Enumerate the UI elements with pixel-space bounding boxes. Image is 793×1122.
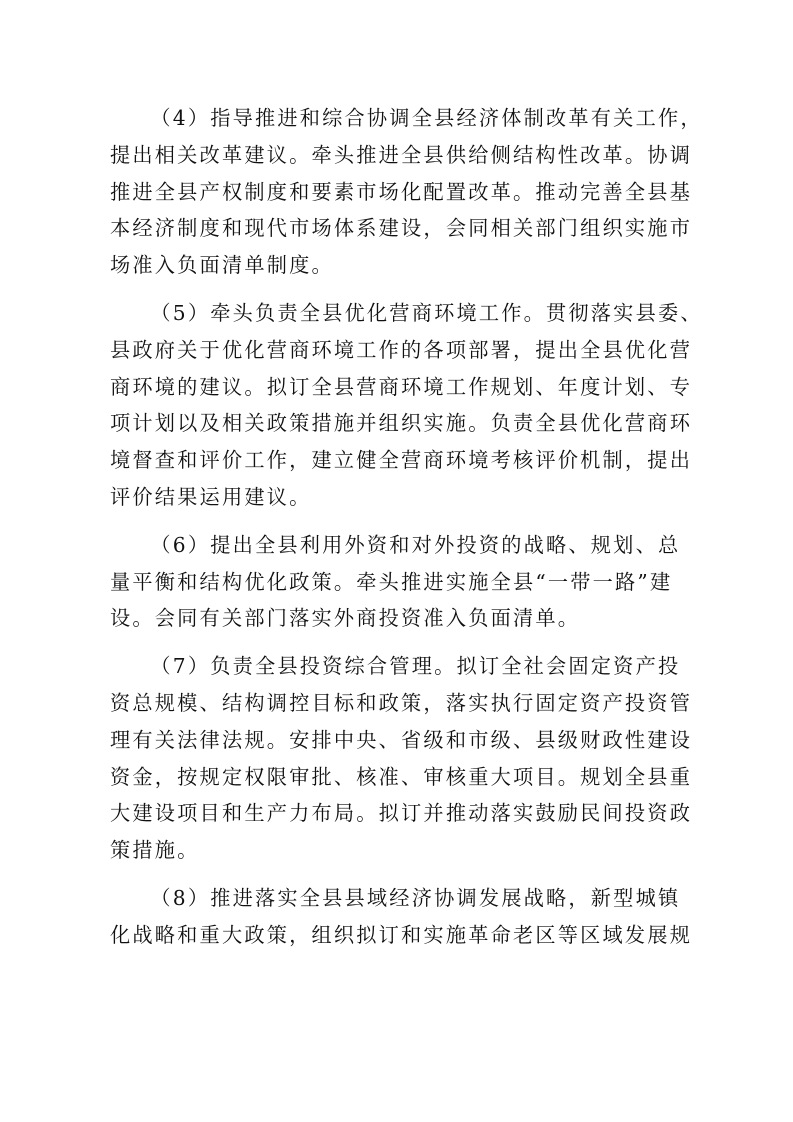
paragraph-line: 项计划以及相关政策措施并组织实施。负责全县优化营商环	[110, 411, 693, 436]
paragraph-7	[110, 648, 693, 869]
paragraph-line: 商环境的建议。拟订全县营商环境工作规划、年度计划、专	[110, 374, 693, 399]
document-body	[110, 100, 703, 954]
paragraph-line: 本经济制度和现代市场体系建设，会同相关部门组织实施市	[110, 216, 693, 241]
paragraph-5	[110, 295, 703, 516]
paragraph-4	[110, 100, 703, 284]
paragraph-line: 境督查和评价工作，建立健全营商环境考核评价机制，提出	[110, 448, 693, 473]
paragraph-line: 提出相关改革建议。牵头推进全县供给侧结构性改革。协调	[110, 142, 693, 167]
paragraph-line: 县政府关于优化营商环境工作的各项部署，提出全县优化营	[110, 337, 693, 362]
paragraph-line: 理有关法律法规。安排中央、省级和市级、县级财政性建设	[110, 727, 693, 752]
paragraph-line: （6）提出全县利用外资和对外投资的战略、规划、总	[150, 532, 681, 557]
paragraph-8	[110, 880, 693, 954]
paragraph-line: （7）负责全县投资综合管理。拟订全社会固定资产投	[150, 654, 681, 679]
paragraph-6	[110, 527, 685, 637]
paragraph-line: 推进全县产权制度和要素市场化配置改革。推动完善全县基	[110, 179, 693, 204]
paragraph-line: （5）牵头负责全县优化营商环境工作。贯彻落实县委、	[150, 300, 703, 325]
paragraph-line: 场准入负面清单制度。	[110, 253, 334, 278]
paragraph-line: 设。会同有关部门落实外商投资准入负面清单。	[110, 606, 581, 631]
paragraph-line: 资金，按规定权限审批、核准、审核重大项目。规划全县重	[110, 764, 693, 789]
paragraph-line: （8）推进落实全县县域经济协调发展战略，新型城镇	[150, 885, 681, 910]
paragraph-line: 资总规模、结构调控目标和政策，落实执行固定资产投资管	[110, 690, 693, 715]
paragraph-line: 化战略和重大政策，组织拟订和实施革命老区等区域发展规	[110, 922, 693, 947]
paragraph-line: 策措施。	[110, 838, 200, 863]
paragraph-line: 评价结果运用建议。	[110, 484, 312, 509]
paragraph-line: （4）指导推进和综合协调全县经济体制改革有关工作，	[150, 106, 703, 130]
paragraph-line: 量平衡和结构优化政策。牵头推进实施全县“一带一路”建	[110, 569, 673, 594]
paragraph-line: 大建设项目和生产力布局。拟订并推动落实鼓励民间投资政	[110, 801, 693, 826]
